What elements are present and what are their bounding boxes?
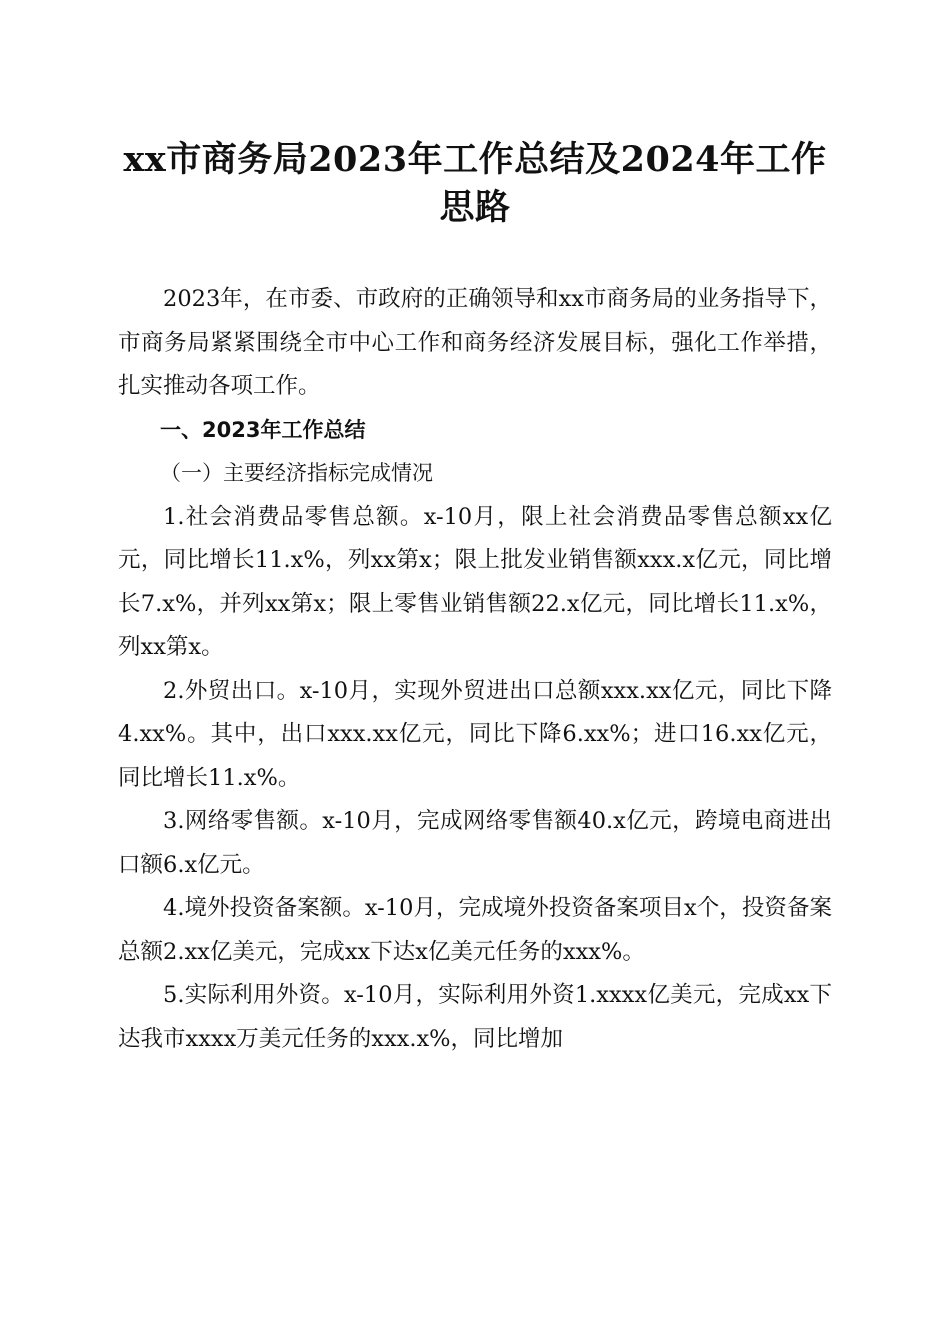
intro-paragraph: 2023年，在市委、市政府的正确领导和xx市商务局的业务指导下，市商务局紧紧围绕全市中心工作和商务经济发展目标，强化工作举措，扎实推动各项工作。 bbox=[118, 286, 832, 399]
document-title: xx市商务局2023年工作总结及2024年工作思路 bbox=[123, 139, 827, 228]
section-heading: 一、2023年工作总结 bbox=[160, 417, 366, 442]
item-online-retail: 3.网络零售额。x-10月，完成网络零售额40.x亿元，跨境电商进出口额6.x亿元。 bbox=[118, 808, 832, 878]
item-retail-sales: 1.社会消费品零售总额。x-10月，限上社会消费品零售总额xx亿元，同比增长11.x%，列xx第x；限上批发业销售额xxx.x亿元，同比增长7.x%，并列xx第x；限上零售业销售额22.x亿元，同比增长11.x%，列xx第x。 bbox=[118, 503, 832, 660]
item-overseas-investment: 4.境外投资备案额。x-10月，完成境外投资备案项目x个，投资备案总额2.xx亿美元，完成xx下达x亿美元任务的xxx%。 bbox=[118, 895, 832, 965]
item-foreign-trade: 2.外贸出口。x-10月，实现外贸进出口总额xxx.xx亿元，同比下降4.xx%。其中，出口xxx.xx亿元，同比下降6.xx%；进口16.xx亿元，同比增长11.x%。 bbox=[118, 677, 832, 791]
item-foreign-capital: 5.实际利用外资。x-10月，实际利用外资1.xxxx亿美元，完成xx下达我市xxxx万美元任务的xxx.x%，同比增加 bbox=[118, 982, 832, 1052]
document-body bbox=[118, 278, 832, 1061]
subsection-heading: （一）主要经济指标完成情况 bbox=[160, 461, 433, 485]
